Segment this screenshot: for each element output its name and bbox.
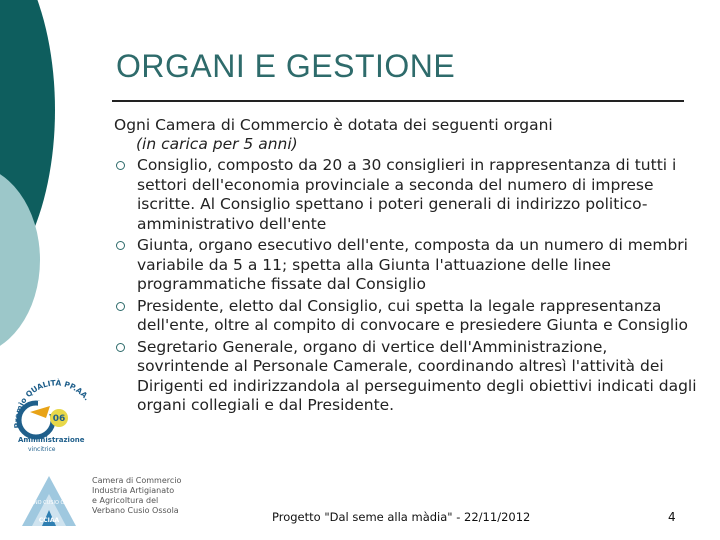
cciaa-abbr: CCIAA [38, 517, 60, 524]
left-decoration [0, 0, 110, 540]
cciaa-name-line: Industria Artigianato [92, 486, 175, 495]
cciaa-name [92, 476, 192, 516]
list-item-text: Giunta, organo esecutivo dell'ente, composta da un numero di membri variabile da 5 a 11; spetta alla Giunta l'attuazione delle linee programmatiche fissate dal Consiglio [137, 236, 688, 293]
bullet-circle-icon [116, 302, 125, 311]
cciaa-name-line: Camera di Commercio [92, 476, 182, 485]
award-arc-text: Premio QUALITÀ PP.AA. [12, 378, 92, 429]
list-item-text: Consiglio, composto da 20 a 30 consiglieri in rappresentanza di tutti i settori dell'economia provinciale a seconda del numero di imprese iscritte. Al Consiglio spettano i poteri generali di indirizzo politico-amministrativo dell'ente [137, 156, 677, 233]
slide-title: ORGANI E GESTIONE [116, 48, 456, 84]
bullet-circle-icon [116, 161, 125, 170]
cciaa-logo-text: VERBANO CUSIO OSSOLA [16, 500, 82, 506]
intro-text [114, 116, 704, 154]
cciaa-name-line: Verbano Cusio Ossola [92, 506, 179, 515]
list-item [114, 297, 702, 336]
bullet-circle-icon [116, 343, 125, 352]
intro-subline: (in carica per 5 anni) [136, 135, 298, 153]
list-item [114, 236, 702, 295]
bullet-circle-icon [116, 241, 125, 250]
intro-line: Ogni Camera di Commercio è dotata dei seguenti organi [114, 116, 553, 134]
award-year: 06 [52, 414, 66, 424]
cciaa-logo [14, 470, 84, 528]
page-number: 4 [668, 510, 676, 524]
list-item-text: Presidente, eletto dal Consiglio, cui spetta la legale rappresentanza dell'ente, oltre al compito di convocare e presiedere Giunta e Consiglio [137, 296, 689, 334]
award-line2: vincitrice [28, 446, 56, 453]
list-item-text: Segretario Generale, organo di vertice dell'Amministrazione, sovrintende al Personale Camerale, coordinando altresì l'attività dei Dirigenti ed indirizzandola al perseguimento degli obiettivi indicati dagli organi collegiali e dal Presidente. [137, 337, 697, 414]
award-line1: Amministrazione [18, 436, 85, 444]
organs-list [114, 156, 702, 418]
title-divider [112, 100, 684, 102]
slide-footer: Progetto "Dal seme alla màdia" - 22/11/2012 [272, 510, 531, 524]
cciaa-name-line: e Agricoltura del [92, 496, 159, 505]
list-item [114, 156, 702, 234]
list-item [114, 338, 702, 416]
